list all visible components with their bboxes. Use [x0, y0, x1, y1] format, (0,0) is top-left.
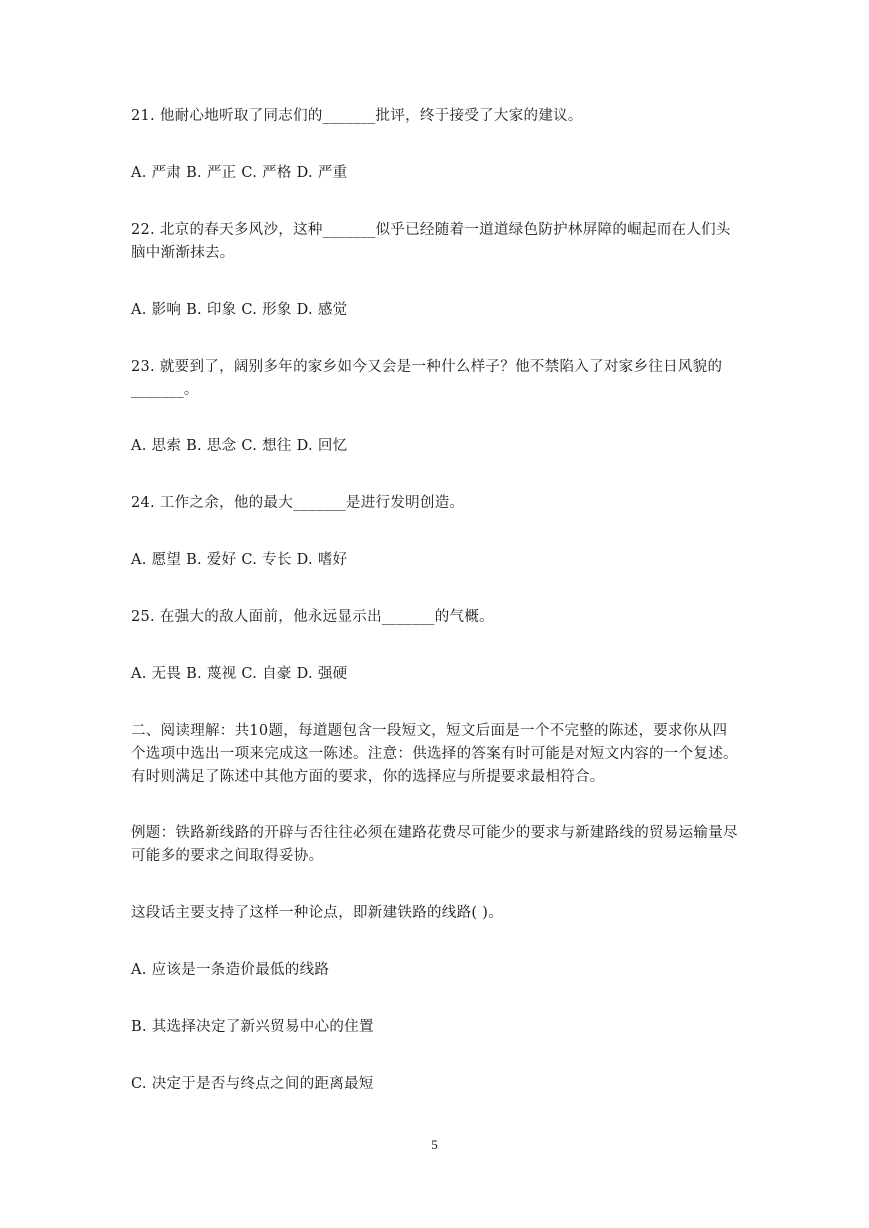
example-option-b: B. 其选择决定了新兴贸易中心的住置: [131, 1019, 374, 1035]
question-23-text: 23. 就要到了，阔别多年的家乡如今又会是一种什么样子？他不禁陷入了对家乡往日风貌的_______。: [131, 359, 723, 398]
question-21-text: 21. 他耐心地听取了同志们的_______批评，终于接受了大家的建议。: [131, 108, 583, 124]
example-stem: 这段话主要支持了这样一种论点，即新建铁路的线路( )。: [131, 905, 504, 921]
question-24-text: 24. 工作之余，他的最大_______是进行发明创造。: [131, 495, 465, 511]
question-25-text: 25. 在强大的敌人面前，他永远显示出_______的气概。: [131, 609, 494, 625]
question-25-options: A. 无畏 B. 蔑视 C. 自豪 D. 强硬: [131, 666, 348, 682]
page-number: 5: [431, 1137, 438, 1152]
question-21-options: A. 严肃 B. 严正 C. 严格 D. 严重: [131, 165, 348, 181]
section-2-intro: 二、阅读理解：共10题，每道题包含一段短文，短文后面是一个不完整的陈述，要求你从四个选项中选出一项来完成这一陈述。注意：供选择的答案有时可能是对短文内容的一个复述。有时则满足了陈述中其他方面的要求，你的选择应与所提要求最相符合。: [131, 723, 738, 785]
example-option-c: C. 决定于是否与终点之间的距离最短: [131, 1076, 374, 1092]
question-22-options: A. 影响 B. 印象 C. 形象 D. 感觉: [131, 302, 348, 318]
question-23-options: A. 思索 B. 思念 C. 想往 D. 回忆: [131, 438, 348, 454]
example-option-a: A. 应该是一条造价最低的线路: [131, 962, 330, 978]
question-22-text: 22. 北京的春天多风沙，这种_______似乎已经随着一道道绿色防护林屏障的崛起而在人们头脑中渐渐抹去。: [131, 222, 731, 261]
question-24-options: A. 愿望 B. 爱好 C. 专长 D. 嗜好: [131, 552, 348, 568]
example-passage: 例题：铁路新线路的开辟与否往往必须在建路花费尽可能少的要求与新建路线的贸易运输量尽可能多的要求之间取得妥协。: [131, 825, 738, 864]
